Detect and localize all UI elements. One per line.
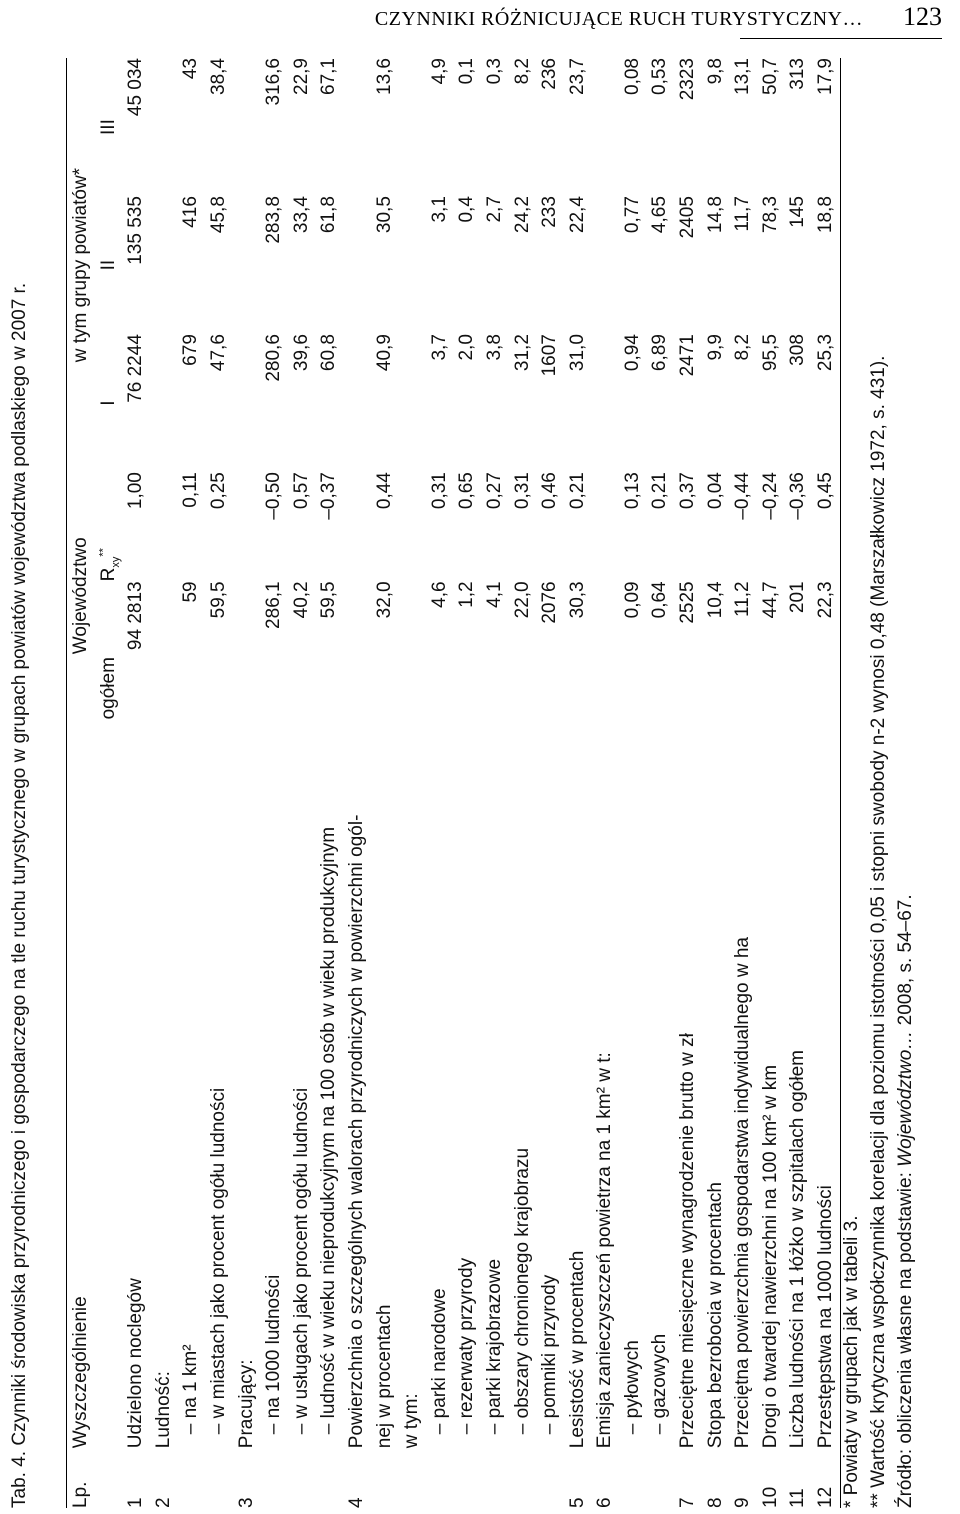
cell-i: 31,2 <box>511 334 533 372</box>
cell-iii <box>591 58 619 196</box>
data-table <box>66 58 841 1508</box>
cell-iii: 316,6 <box>263 58 285 106</box>
cell-r: 0,27 <box>483 472 505 510</box>
cell-label: – na 1000 ludności <box>263 1274 285 1435</box>
col-item-header: Wyszczególnienie <box>67 719 95 1448</box>
cell-label: Liczba ludności na 1 łóżko w szpitalach ogółem <box>787 1050 809 1449</box>
table-row <box>757 58 785 1508</box>
cell-ii: 2,7 <box>483 196 505 223</box>
cell-iii: 2323 <box>677 58 699 101</box>
cell-iii <box>343 58 371 196</box>
cell-ii: 14,8 <box>704 196 726 234</box>
col-iii-header: III <box>97 119 119 135</box>
cell-og <box>343 581 371 719</box>
cell-lp: 1 <box>125 1497 147 1508</box>
cell-r: 1,00 <box>125 472 147 510</box>
cell-og: 4,1 <box>483 581 505 608</box>
cell-r: 0,44 <box>373 472 395 510</box>
cell-ii: 33,4 <box>290 196 312 234</box>
cell-iii: 313 <box>787 58 809 90</box>
col-ogolem-header: ogółem <box>97 657 119 720</box>
cell-og: 59 <box>180 581 202 603</box>
cell-label: – na 1 km² <box>180 1344 202 1435</box>
cell-ii: 135 535 <box>125 196 147 265</box>
cell-og: 22,0 <box>511 581 533 619</box>
cell-lp <box>177 1448 205 1508</box>
group-wojewodztwo-header: Województwo <box>67 472 95 719</box>
table-row <box>233 58 261 1508</box>
table-row <box>481 58 509 1508</box>
cell-ii: 3,1 <box>428 196 450 223</box>
cell-og: 59,5 <box>318 581 340 619</box>
cell-ii: 0,4 <box>456 196 478 223</box>
rotated-table-page <box>8 48 948 1508</box>
cell-iii: 17,9 <box>812 58 840 196</box>
cell-ii <box>398 196 426 334</box>
cell-label: Przestępstwa na 1000 ludności <box>812 719 840 1448</box>
cell-i <box>591 334 619 472</box>
cell-label: Pracujący: <box>235 1359 257 1449</box>
cell-r: 0,57 <box>290 472 312 510</box>
cell-r <box>591 472 619 581</box>
cell-r: 0,21 <box>566 472 588 510</box>
table-caption: Tab. 4. Czynniki środowiska przyrodniczego i gospodarczego na tle ruchu turystycznego w grupach powiatów województwa podlaskiego w 2007 r. <box>9 282 30 1508</box>
cell-og <box>233 581 261 719</box>
cell-i: 39,6 <box>290 334 312 372</box>
cell-og: 1,2 <box>456 581 478 608</box>
col-r-header: $R_{xy}^{**}$ <box>97 548 122 582</box>
cell-og: 22,3 <box>812 581 840 719</box>
cell-ii: 18,8 <box>812 196 840 334</box>
table-row <box>453 58 481 1508</box>
cell-i: 679 <box>180 334 202 366</box>
cell-i: 47,6 <box>207 334 229 372</box>
cell-og: 4,6 <box>428 581 450 608</box>
table-row <box>315 58 343 1508</box>
cell-lp: 3 <box>235 1497 257 1508</box>
cell-i <box>343 334 371 472</box>
cell-ii <box>233 196 261 334</box>
cell-i: 6,89 <box>649 334 671 372</box>
cell-label: – pomniki przyrody <box>539 1274 561 1435</box>
cell-og <box>591 581 619 719</box>
table-notes <box>838 356 919 1508</box>
cell-label: nej w procentach <box>373 1304 395 1449</box>
cell-iii: 45 034 <box>125 58 147 117</box>
cell-lp <box>509 1448 537 1508</box>
cell-og: 40,2 <box>290 581 312 619</box>
table-row <box>177 58 205 1508</box>
cell-lp: 10 <box>759 1486 781 1508</box>
cell-r: 0,46 <box>539 472 561 510</box>
cell-lp: 5 <box>566 1497 588 1508</box>
cell-ii: 233 <box>539 196 561 228</box>
cell-ii: 283,8 <box>263 196 285 244</box>
cell-iii <box>150 58 178 196</box>
cell-i: 0,94 <box>621 334 643 372</box>
cell-label: Powierzchnia o szczególnych walorach przyrodniczych w powierzchni ogól- <box>345 814 367 1449</box>
cell-ii: 78,3 <box>759 196 781 234</box>
cell-r: –0,24 <box>759 472 781 520</box>
table-row <box>288 58 316 1508</box>
table-row <box>260 58 288 1508</box>
cell-lp: 7 <box>677 1497 699 1508</box>
cell-r: 0,04 <box>704 472 726 510</box>
cell-i <box>150 334 178 472</box>
cell-lp: 8 <box>704 1497 726 1508</box>
cell-og: 2076 <box>539 581 561 624</box>
cell-ii: 24,2 <box>511 196 533 234</box>
table-row <box>205 58 233 1508</box>
cell-og <box>150 581 178 719</box>
cell-lp <box>646 1448 674 1508</box>
cell-iii: 0,53 <box>649 58 671 95</box>
table-body <box>122 58 840 1508</box>
cell-og: 30,3 <box>566 581 588 619</box>
cell-og: 0,09 <box>621 581 643 619</box>
cell-iii: 38,4 <box>207 58 229 95</box>
cell-og: 0,64 <box>649 581 671 619</box>
cell-label: Drogi o twardej nawierzchni na 100 km² w km <box>759 1064 781 1449</box>
cell-r: 0,37 <box>677 472 699 510</box>
cell-r: –0,37 <box>318 472 340 520</box>
cell-i: 3,7 <box>428 334 450 361</box>
cell-ii: 22,4 <box>566 196 588 234</box>
cell-ii: 61,8 <box>318 196 340 234</box>
cell-i: 280,6 <box>263 334 285 382</box>
table-row <box>646 58 674 1508</box>
cell-i: 3,8 <box>483 334 505 361</box>
table-row <box>591 58 619 1508</box>
cell-r: 0,25 <box>207 472 229 510</box>
cell-lp <box>453 1448 481 1508</box>
cell-iii: 13,6 <box>373 58 395 95</box>
cell-i: 8,2 <box>732 334 754 361</box>
cell-r: 0,45 <box>812 472 840 581</box>
cell-label: – obszary chronionego krajobrazu <box>511 1147 533 1435</box>
cell-label: – ludność w wieku nieprodukcyjnym na 100 osób w wieku produkcyjnym <box>318 826 340 1435</box>
cell-og: 44,7 <box>759 581 781 619</box>
table-row <box>398 58 426 1508</box>
cell-lp: 12 <box>812 1448 840 1508</box>
table-row <box>812 58 840 1508</box>
note-critical-value: ** Wartość krytyczna współczynnika korelacji dla poziomu istotności 0,05 i stopni swobody n-2 wynosi 0,48 (Marszałkowicz 1972, s. 431). <box>868 355 889 1508</box>
cell-r <box>343 472 371 581</box>
cell-lp <box>619 1448 647 1508</box>
table-row <box>122 58 150 1508</box>
cell-iii: 22,9 <box>290 58 312 95</box>
col-ii-header: II <box>97 259 119 271</box>
cell-i: 2,0 <box>456 334 478 361</box>
cell-iii: 0,3 <box>483 58 505 85</box>
cell-i: 1607 <box>539 334 561 377</box>
cell-label: – rezerwaty przyrody <box>456 1257 478 1435</box>
cell-label: – parki narodowe <box>428 1288 450 1435</box>
cell-iii <box>233 58 261 196</box>
cell-label: – gazowych <box>649 1333 671 1435</box>
cell-r <box>233 472 261 581</box>
table-row <box>674 58 702 1508</box>
cell-og: 32,0 <box>373 581 395 619</box>
cell-r: 0,31 <box>511 472 533 510</box>
cell-i: 25,3 <box>812 334 840 472</box>
cell-label: – parki krajobrazowe <box>483 1258 505 1435</box>
table-row <box>536 58 564 1508</box>
cell-r: 0,31 <box>428 472 450 510</box>
table-row <box>619 58 647 1508</box>
cell-og: 94 2813 <box>125 581 147 651</box>
note-source: Źródło: obliczenia własne na podstawie: Województwo… 2008, s. 54–67. <box>895 894 916 1508</box>
cell-lp <box>288 1448 316 1508</box>
cell-ii: 416 <box>180 196 202 228</box>
table-row <box>702 58 730 1508</box>
cell-r: –0,36 <box>787 472 809 520</box>
cell-iii: 43 <box>180 58 202 80</box>
cell-label: Przeciętne miesięczne wynagrodzenie brutto w zł <box>677 1033 699 1449</box>
col-i-header: I <box>97 400 119 406</box>
cell-lp <box>205 1448 233 1508</box>
cell-r <box>150 472 178 581</box>
cell-ii: 2405 <box>677 196 699 239</box>
cell-label: Udzielono noclegów <box>125 1278 147 1449</box>
cell-label: Przeciętna powierzchnia gospodarstwa indywidualnego w ha <box>732 937 754 1449</box>
cell-iii: 4,9 <box>428 58 450 85</box>
cell-label: – w usługach jako procent ogółu ludności <box>290 1087 312 1435</box>
header-rule <box>740 38 942 39</box>
cell-lp <box>371 1448 399 1508</box>
cell-r: 0,21 <box>649 472 671 510</box>
cell-label: Emisja zanieczyszczeń powietrza na 1 km² w t: <box>594 1052 616 1449</box>
cell-ii: 4,65 <box>649 196 671 234</box>
running-header <box>375 2 942 32</box>
cell-r: 0,65 <box>456 472 478 510</box>
cell-og: 59,5 <box>207 581 229 619</box>
cell-i: 308 <box>787 334 809 366</box>
cell-ii: 145 <box>787 196 809 228</box>
page-number: 123 <box>903 2 942 31</box>
running-title: CZYNNIKI RÓŻNICUJĄCE RUCH TURYSTYCZNY… <box>374 8 863 30</box>
cell-r: –0,44 <box>732 472 754 520</box>
cell-iii: 67,1 <box>318 58 340 95</box>
cell-iii: 50,7 <box>759 58 781 95</box>
cell-i: 40,9 <box>373 334 395 372</box>
cell-iii: 0,1 <box>456 58 478 85</box>
cell-label: w tym: <box>401 1393 423 1449</box>
group-powiaty-header: w tym grupy powiatów* <box>67 58 95 472</box>
cell-r <box>398 472 426 581</box>
cell-i: 60,8 <box>318 334 340 372</box>
cell-lp: 4 <box>345 1497 367 1508</box>
cell-iii: 9,8 <box>704 58 726 85</box>
cell-label: – pyłowych <box>621 1340 643 1435</box>
cell-og: 286,1 <box>263 581 285 629</box>
cell-i <box>398 334 426 472</box>
table-row <box>564 58 592 1508</box>
cell-iii: 236 <box>539 58 561 90</box>
cell-label: Lesistość w procentach <box>566 1250 588 1449</box>
cell-lp <box>481 1448 509 1508</box>
cell-lp <box>315 1448 343 1508</box>
cell-lp <box>398 1448 426 1508</box>
cell-lp <box>536 1448 564 1508</box>
cell-og: 11,2 <box>732 581 754 617</box>
cell-label: Stopa bezrobocia w procentach <box>704 1182 726 1449</box>
table-row <box>509 58 537 1508</box>
table-row <box>343 58 371 1508</box>
cell-ii: 0,77 <box>621 196 643 234</box>
cell-og: 2525 <box>677 581 699 624</box>
note-groups: * Powiaty w grupach jak w tabeli 3. <box>841 1215 862 1508</box>
cell-lp: 11 <box>787 1488 809 1508</box>
cell-og: 10,4 <box>704 581 726 619</box>
cell-lp <box>426 1448 454 1508</box>
cell-iii: 0,08 <box>621 58 643 95</box>
table-row <box>150 58 178 1508</box>
cell-ii <box>591 196 619 334</box>
cell-ii: 30,5 <box>373 196 395 234</box>
cell-i <box>233 334 261 472</box>
col-lp-header: Lp. <box>67 1448 95 1508</box>
cell-ii: 11,7 <box>732 196 754 232</box>
cell-r: 0,11 <box>180 472 202 508</box>
cell-lp: 9 <box>732 1497 754 1508</box>
cell-iii: 8,2 <box>511 58 533 85</box>
cell-lp: 6 <box>594 1497 616 1508</box>
cell-iii <box>398 58 426 196</box>
cell-og: 201 <box>787 581 809 614</box>
cell-i: 76 2244 <box>125 334 147 403</box>
table-row <box>371 58 399 1508</box>
cell-r: 0,13 <box>621 472 643 510</box>
cell-lp: 2 <box>152 1497 174 1508</box>
cell-og <box>398 581 426 719</box>
table-row <box>784 58 812 1508</box>
cell-ii: 45,8 <box>207 196 229 234</box>
cell-iii: 13,1 <box>732 58 754 95</box>
cell-i: 31,0 <box>566 334 588 372</box>
cell-lp <box>260 1448 288 1508</box>
cell-label: – w miastach jako procent ogółu ludności <box>207 1087 229 1435</box>
table-row <box>426 58 454 1508</box>
cell-ii <box>343 196 371 334</box>
cell-iii: 23,7 <box>566 58 588 95</box>
cell-i: 95,5 <box>759 334 781 372</box>
table-row <box>729 58 757 1508</box>
cell-i: 9,9 <box>704 334 726 361</box>
cell-i: 2471 <box>677 334 699 377</box>
cell-ii <box>150 196 178 334</box>
cell-label: Ludność: <box>152 1371 174 1449</box>
cell-r: –0,50 <box>263 472 285 520</box>
